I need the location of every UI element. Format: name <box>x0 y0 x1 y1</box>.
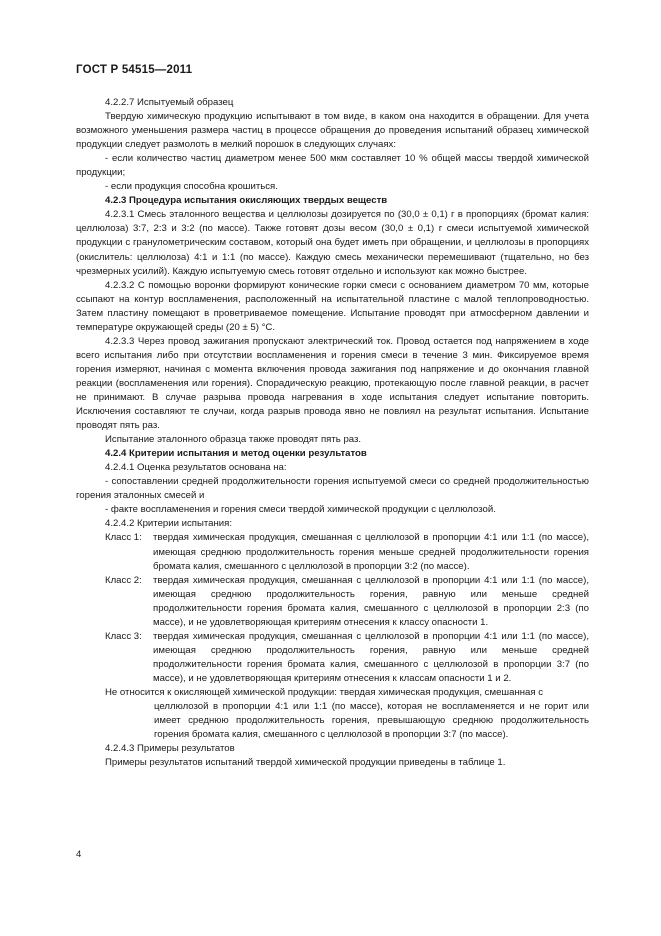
list-item-comparison: - сопоставлении средней продолжительности горения испытуемой смеси со средней продолжительностью горения эталонных смесей и <box>76 476 589 502</box>
paragraph-examples: Примеры результатов испытаний твердой химической продукции приведены в таблице 1. <box>105 757 506 769</box>
class-2-criterion <box>76 574 589 630</box>
section-4-2-4-heading: 4.2.4 Критерии испытания и метод оценки результатов <box>105 448 367 460</box>
class-3-label: Класс 3: <box>105 630 142 642</box>
list-item-particle-size: - если количество частиц диаметром менее 500 мкм составляет 10 % общей массы твердой химической продукции; <box>76 153 589 179</box>
class-2-text: твердая химическая продукция, смешанная с целлюлозой в пропорции 4:1 или 1:1 (по массе), имеющая среднюю продолжительность горения, равную или меньше средней продолжительности горения бромата калия, смешанного с целлюлозой в пропорции 2:3 (по массе), и не удовлетворяющая критериям отнесения к классу опасности 1. <box>153 574 589 628</box>
paragraph-sample-preparation: Твердую химическую продукцию испытывают в том виде, в каком она находится в обращении. Для учета возможного уменьшения размера частиц в процессе обращения до проведения испытаний образец химической продукции следует размолоть в мелкий порошок в следующих случаях: <box>76 111 589 151</box>
class-1-text: твердая химическая продукция, смешанная с целлюлозой в пропорции 4:1 или 1:1 (по массе), имеющая среднюю продолжительность горения меньше средней продолжительности горения бромата калия, смешанного с целлюлозой в пропорции 3:2 (по массе). <box>153 532 589 572</box>
class-3-criterion <box>76 630 589 686</box>
paragraph-4-2-3-3: 4.2.3.3 Через провод зажигания пропускают электрический ток. Провод остается под напряжением в ходе всего испытания либо при отсутствии воспламенения и горения смеси в течение 3 мин. Фиксируемое время горения измеряют, начиная с момента включения провода зажигания под напряжение и до окончания главной реакции (воспламенения или горения). Спорадическую реакцию, протекающую после главной реакции, в расчет не принимают. В случае разрыва провода нагревания в ходе испытания следует испытание повторить. Исключения составляют те случаи, когда разрыв провода явно не повлиял на результат испытания. Испытание проводят пять раз. <box>76 335 589 432</box>
document-header: ГОСТ Р 54515—2011 <box>76 64 193 76</box>
list-item-crumbling: - если продукция способна крошиться. <box>105 181 278 193</box>
section-4-2-3-heading: 4.2.3 Процедура испытания окисляющих твердых веществ <box>105 195 388 207</box>
list-item-ignition: - факте воспламенения и горения смеси твердой химической продукции с целлюлозой. <box>105 504 496 516</box>
section-4-2-4-3-heading: 4.2.4.3 Примеры результатов <box>105 743 235 755</box>
page-number: 4 <box>76 849 82 860</box>
document-body <box>76 96 589 770</box>
class-1-criterion <box>76 531 589 573</box>
paragraph-4-2-4-1: 4.2.4.1 Оценка результатов основана на: <box>105 462 287 474</box>
non-oxidizing-first-line <box>76 686 589 700</box>
paragraph-4-2-3-2: 4.2.3.2 С помощью воронки формируют конические горки смеси с основанием диаметром 70 мм, которые ссыпают на контур воспламенения, расположенный на испытательной пластине с малой теплопроводностью. Затем пластину помещают в проветриваемое помещение. Испытание проводят при атмосферном давлении и температуре окружающей среды (20 ± 5) °С. <box>76 279 589 333</box>
non-oxidizing-criterion <box>76 686 589 742</box>
non-oxidizing-text-start: твердая химическая продукция, смешанная с <box>339 686 544 698</box>
non-oxidizing-label: Не относится к окисляющей химической продукции: <box>105 686 337 698</box>
non-oxidizing-text-rest: целлюлозой в пропорции 4:1 или 1:1 (по массе), которая не воспламеняется и не горит или имеет среднюю продолжительность горения, превышающую среднюю продолжительность горения бромата калия, смешанного с целлюлозой в пропорции 3:7 (по массе). <box>154 701 589 741</box>
section-4-2-2-7-heading: 4.2.2.7 Испытуемый образец <box>105 97 234 108</box>
class-2-label: Класс 2: <box>105 574 142 586</box>
class-3-text: твердая химическая продукция, смешанная с целлюлозой в пропорции 4:1 или 1:1 (по массе), имеющая среднюю продолжительность горения, равную или меньше средней продолжительности горения бромата калия, смешанного с целлюлозой в пропорции 3:7 (по массе), и не удовлетворяющая критериям отнесения к классам опасности 1 и 2. <box>153 630 589 684</box>
paragraph-4-2-4-2: 4.2.4.2 Критерии испытания: <box>105 518 233 530</box>
class-1-label: Класс 1: <box>105 532 142 544</box>
paragraph-4-2-3-1: 4.2.3.1 Смесь эталонного вещества и целлюлозы дозируется по (30,0 ± 0,1) г в пропорциях (бромат калия: целлюлоза) 3:7, 2:3 и 3:2 (по массе). Также готовят дозы весом (30,0 ± 0,1) г смеси испытуемой химической продукции с гранулометрическим составом, который она будет иметь при обращении, и целлюлозы в пропорциях (окислитель: целлюлоза) 4:1 и 1:1 (по массе). Каждую смесь механически перемешивают (тщательно, но без чрезмерных усилий). Каждую испытуемую смесь готовят отдельно и используют как можно быстрее. <box>76 209 589 277</box>
paragraph-reference-test: Испытание эталонного образца также проводят пять раз. <box>105 434 362 446</box>
